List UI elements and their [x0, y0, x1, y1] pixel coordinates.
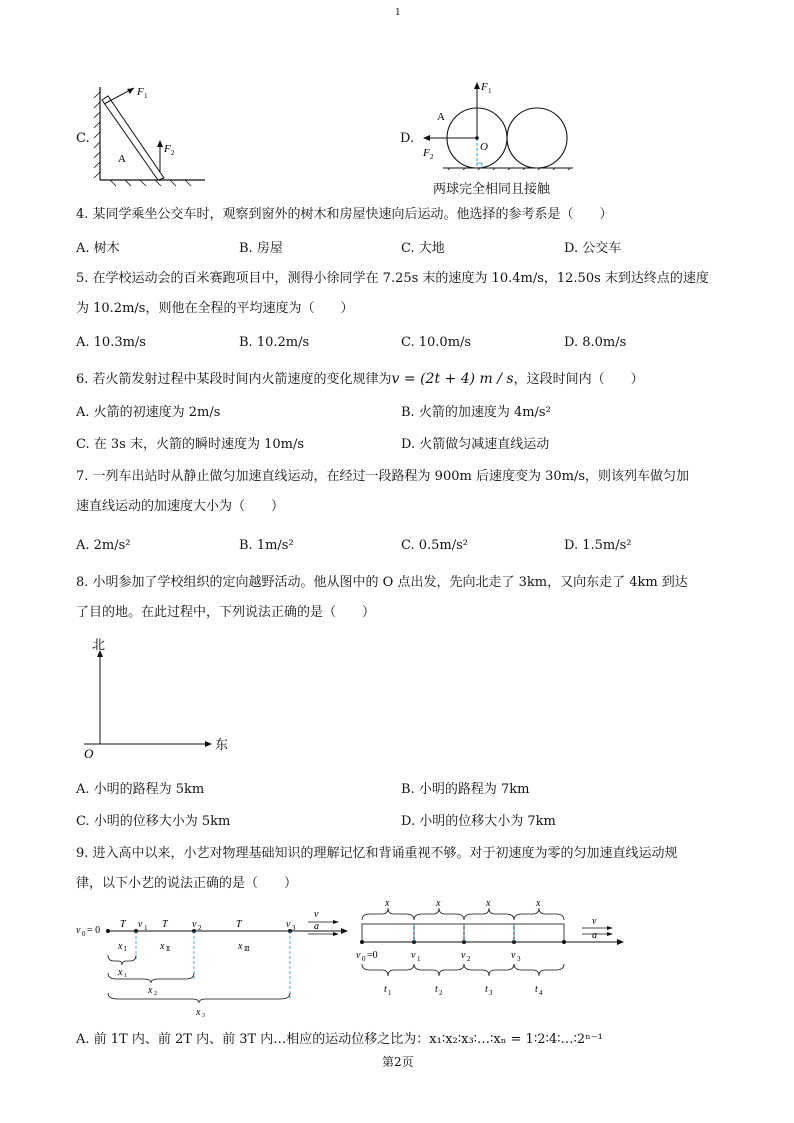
svg-text:0: 0	[82, 930, 86, 938]
svg-text:x: x	[196, 1007, 201, 1018]
q6-option-d: D. 火箭做匀减速直线运动	[401, 437, 550, 452]
q6-stem	[76, 370, 644, 389]
q8-option-d: D. 小明的位移大小为 7km	[401, 814, 556, 829]
q9-stem-line2: 律，以下小艺的说法正确的是（ ）	[76, 876, 298, 891]
q5-option-d: D. 8.0m/s	[564, 335, 627, 350]
svg-text:v: v	[356, 950, 361, 961]
svg-text:x: x	[238, 941, 243, 952]
svg-text:4: 4	[539, 989, 543, 997]
q9-left-motion-diagram	[74, 905, 354, 1020]
q5-option-b: B. 10.2m/s	[239, 335, 310, 350]
figure-c-rod-on-wall	[90, 82, 210, 187]
q6-formula: v = (2t + 4) m / s	[391, 371, 514, 387]
q4-option-b: B. 房屋	[239, 241, 283, 256]
q8-option-a: A. 小明的路程为 5km	[76, 782, 205, 797]
svg-text:1: 1	[124, 973, 127, 979]
svg-text:1: 1	[417, 955, 421, 963]
svg-text:2: 2	[198, 924, 202, 932]
svg-text:v: v	[411, 950, 416, 961]
q4-option-c: C. 大地	[401, 241, 445, 256]
q9-right-motion-diagram	[356, 898, 631, 1023]
q6-option-c: C. 在 3s 末，火箭的瞬时速度为 10m/s	[76, 437, 305, 452]
svg-text:3: 3	[292, 924, 296, 932]
svg-text:x: x	[148, 985, 153, 996]
q8-option-b: B. 小明的路程为 7km	[401, 782, 530, 797]
svg-text:1: 1	[488, 87, 492, 95]
fig-c-a: A	[118, 153, 126, 165]
q4-option-d: D. 公交车	[564, 241, 622, 256]
q4-stem: 4. 某同学乘坐公交车时，观察到窗外的树木和房屋快速向后运动。他选择的参考系是（ ）	[76, 207, 613, 222]
svg-text:x: x	[536, 898, 541, 909]
q6-option-b: B. 火箭的加速度为 4m/s²	[401, 405, 551, 420]
svg-text:a: a	[592, 930, 597, 941]
svg-text:F: F	[481, 81, 488, 93]
svg-text:v: v	[461, 950, 466, 961]
svg-text:1: 1	[144, 924, 148, 932]
svg-text:F: F	[164, 143, 171, 155]
q7-stem-line1: 7. 一列车出站时从静止做匀加速直线运动，在经过一段路程为 900m 后速度变为 30m/s，则该列车做匀加	[76, 469, 689, 484]
svg-text:x: x	[118, 941, 123, 952]
q8-origin: O	[84, 746, 94, 761]
q6-option-a: A. 火箭的初速度为 2m/s	[76, 405, 221, 420]
svg-text:3: 3	[517, 955, 521, 963]
svg-text:2: 2	[430, 153, 434, 161]
q4-option-a: A. 树木	[76, 241, 120, 256]
svg-text:2: 2	[439, 989, 443, 997]
svg-text:=0: =0	[367, 950, 378, 961]
svg-text:v: v	[76, 925, 81, 936]
svg-text:3: 3	[202, 1013, 205, 1019]
svg-text:t: t	[435, 984, 438, 995]
svg-text:Ⅲ: Ⅲ	[244, 947, 250, 953]
q5-stem-line1: 5. 在学校运动会的百米赛跑项目中，测得小徐同学在 7.25s 末的速度为 10.4m/s，12.50s 末到达终点的速度	[76, 271, 709, 286]
fig-d-caption: 两球完全相同且接触	[433, 182, 551, 197]
q9-stem-line1: 9. 进入高中以来，小艺对物理基础知识的理解记忆和背诵重视不够。对于初速度为零的匀加速直线运动规	[76, 846, 678, 861]
svg-text:T: T	[162, 919, 168, 930]
q7-option-d: D. 1.5m/s²	[564, 538, 632, 553]
svg-text:A: A	[437, 111, 445, 123]
q8-axis-north: 北	[92, 637, 106, 652]
svg-text:x: x	[385, 898, 390, 909]
svg-text:= 0: = 0	[87, 925, 101, 936]
q8-stem-line2: 了目的地。在此过程中，下列说法正确的是（ ）	[76, 605, 376, 620]
svg-text:v: v	[592, 916, 597, 927]
svg-text:v: v	[192, 919, 197, 930]
svg-text:1: 1	[388, 989, 392, 997]
svg-text:T: T	[120, 919, 126, 930]
q5-option-a: A. 10.3m/s	[76, 335, 146, 350]
fig-d-label: D.	[400, 131, 415, 146]
header-mark: 1	[395, 8, 401, 18]
svg-text:2: 2	[467, 955, 471, 963]
svg-text:O: O	[480, 141, 488, 153]
svg-text:v: v	[511, 950, 516, 961]
svg-text:2: 2	[154, 991, 157, 997]
fig-c-label: C.	[76, 131, 90, 146]
q6-stem-a: 6. 若火箭发射过程中某段时间内火箭速度的变化规律为	[76, 372, 392, 387]
svg-text:Ⅰ: Ⅰ	[124, 947, 127, 953]
svg-text:0: 0	[362, 955, 366, 963]
figure-d-two-balls	[415, 78, 585, 170]
svg-text:x: x	[486, 898, 491, 909]
fig-c-f1: F	[137, 86, 144, 98]
q8-axis-east: 东	[215, 737, 229, 752]
q7-stem-line2: 速直线运动的加速度大小为（ ）	[76, 499, 285, 514]
svg-text:t: t	[535, 984, 538, 995]
q7-option-c: C. 0.5m/s²	[401, 538, 469, 553]
page-footer: 第2页	[382, 1055, 414, 1069]
svg-text:F: F	[423, 147, 430, 159]
svg-text:v: v	[286, 919, 291, 930]
svg-text:T: T	[236, 919, 242, 930]
q7-option-a: A. 2m/s²	[76, 538, 131, 553]
svg-text:v: v	[314, 909, 319, 920]
q8-axes-figure	[80, 632, 240, 762]
q8-option-c: C. 小明的位移大小为 5km	[76, 814, 231, 829]
svg-text:2: 2	[171, 149, 175, 157]
svg-text:a: a	[314, 921, 319, 932]
svg-text:t: t	[384, 984, 387, 995]
q7-option-b: B. 1m/s²	[239, 538, 294, 553]
svg-text:Ⅱ: Ⅱ	[166, 947, 171, 953]
svg-text:v: v	[138, 919, 143, 930]
svg-text:x: x	[118, 967, 123, 978]
svg-text:x: x	[160, 941, 165, 952]
svg-text:3: 3	[489, 989, 493, 997]
svg-text:1: 1	[144, 92, 148, 100]
q5-stem-line2: 为 10.2m/s，则他在全程的平均速度为（ ）	[76, 301, 354, 316]
svg-text:x: x	[436, 898, 441, 909]
q5-option-c: C. 10.0m/s	[401, 335, 472, 350]
q6-stem-b: ，这段时间内（ ）	[513, 372, 644, 387]
svg-text:t: t	[485, 984, 488, 995]
q9-option-a: A. 前 1T 内、前 2T 内、前 3T 内…相应的运动位移之比为：x₁∶x₂∶x₃∶…∶xₙ = 1∶2∶4∶…∶2ⁿ⁻¹	[76, 1032, 603, 1047]
q8-stem-line1: 8. 小明参加了学校组织的定向越野活动。他从图中的 O 点出发，先向北走了 3km，又向东走了 4km 到达	[76, 575, 688, 590]
